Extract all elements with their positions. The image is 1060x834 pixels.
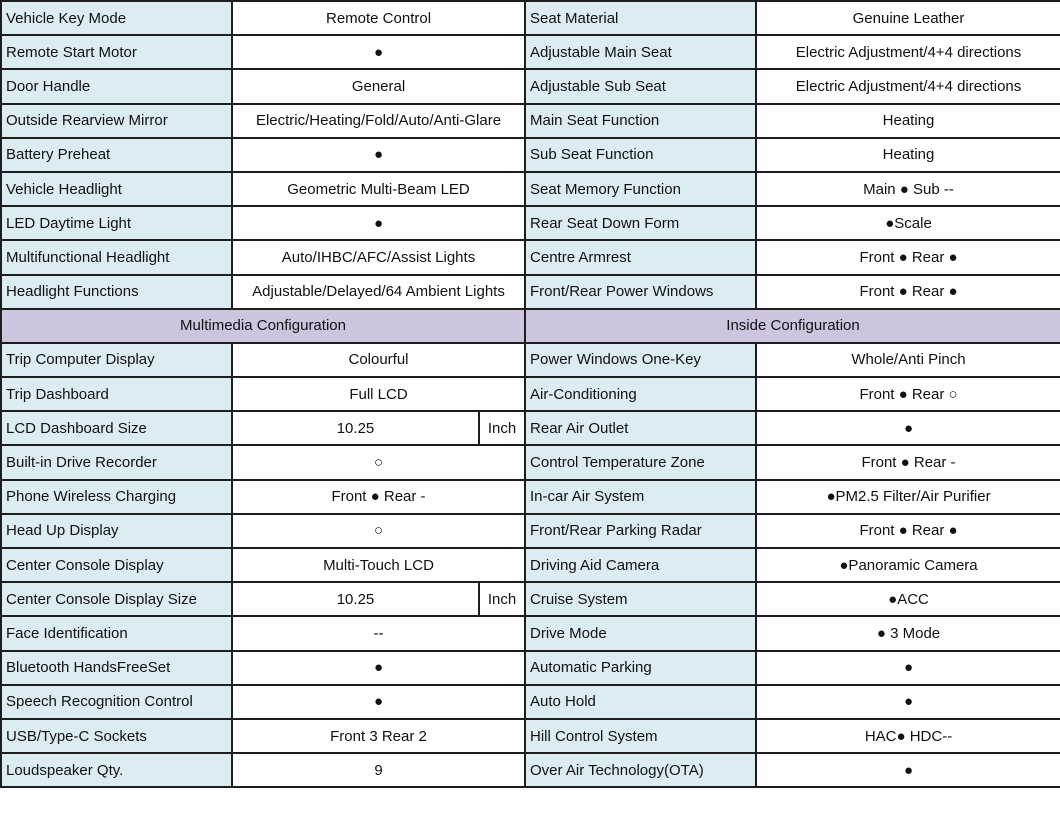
- table-row: [1, 445, 1060, 479]
- spec-value: General: [232, 69, 525, 103]
- spec-label: Front/Rear Parking Radar: [525, 514, 756, 548]
- spec-label: Power Windows One-Key: [525, 343, 756, 377]
- spec-value: Auto/IHBC/AFC/Assist Lights: [232, 240, 525, 274]
- spec-value: Front ● Rear ●: [756, 275, 1060, 309]
- spec-value: Front ● Rear ●: [756, 514, 1060, 548]
- spec-label: Front/Rear Power Windows: [525, 275, 756, 309]
- table-row: [1, 69, 1060, 103]
- spec-label: Vehicle Key Mode: [1, 1, 232, 35]
- spec-value: HAC● HDC--: [756, 719, 1060, 753]
- spec-label: Battery Preheat: [1, 138, 232, 172]
- section-header-multimedia: Multimedia Configuration: [1, 309, 525, 343]
- spec-label: Seat Memory Function: [525, 172, 756, 206]
- spec-label: Head Up Display: [1, 514, 232, 548]
- spec-label: Trip Dashboard: [1, 377, 232, 411]
- table-row: [1, 548, 1060, 582]
- table-row: [1, 1, 1060, 35]
- table-row: [1, 377, 1060, 411]
- spec-value: Genuine Leather: [756, 1, 1060, 35]
- spec-value: ●: [232, 35, 525, 69]
- spec-label: Adjustable Sub Seat: [525, 69, 756, 103]
- spec-value: Adjustable/Delayed/64 Ambient Lights: [232, 275, 525, 309]
- table-row: [1, 138, 1060, 172]
- table-row: [1, 104, 1060, 138]
- spec-value: Electric Adjustment/4+4 directions: [756, 69, 1060, 103]
- spec-value: Geometric Multi-Beam LED: [232, 172, 525, 206]
- spec-value: ● 3 Mode: [756, 616, 1060, 650]
- spec-label: Cruise System: [525, 582, 756, 616]
- spec-unit: Inch: [479, 582, 525, 616]
- spec-value: Full LCD: [232, 377, 525, 411]
- spec-label: Outside Rearview Mirror: [1, 104, 232, 138]
- table-row: [1, 616, 1060, 650]
- spec-value: ●: [756, 651, 1060, 685]
- spec-label: Trip Computer Display: [1, 343, 232, 377]
- table-row: [1, 206, 1060, 240]
- spec-value: ●: [232, 206, 525, 240]
- spec-label: Loudspeaker Qty.: [1, 753, 232, 787]
- spec-value: Front ● Rear -: [756, 445, 1060, 479]
- spec-label: Bluetooth HandsFreeSet: [1, 651, 232, 685]
- spec-label: Center Console Display Size: [1, 582, 232, 616]
- spec-value: ●Panoramic Camera: [756, 548, 1060, 582]
- spec-label: Main Seat Function: [525, 104, 756, 138]
- spec-label: Sub Seat Function: [525, 138, 756, 172]
- spec-value: 9: [232, 753, 525, 787]
- section-header-inside: Inside Configuration: [525, 309, 1060, 343]
- spec-value: ●: [756, 685, 1060, 719]
- spec-value: Front ● Rear ○: [756, 377, 1060, 411]
- spec-value: ●ACC: [756, 582, 1060, 616]
- spec-value: ●: [232, 651, 525, 685]
- spec-value: 10.25: [232, 582, 479, 616]
- spec-value: ○: [232, 445, 525, 479]
- spec-label: Automatic Parking: [525, 651, 756, 685]
- spec-value: Heating: [756, 104, 1060, 138]
- table-row: [1, 753, 1060, 787]
- spec-label: Over Air Technology(OTA): [525, 753, 756, 787]
- spec-label: Rear Seat Down Form: [525, 206, 756, 240]
- spec-label: Seat Material: [525, 1, 756, 35]
- table-row: [1, 651, 1060, 685]
- spec-value: Colourful: [232, 343, 525, 377]
- table-row: [1, 172, 1060, 206]
- table-row: [1, 514, 1060, 548]
- table-row: [1, 480, 1060, 514]
- table-row: [1, 35, 1060, 69]
- spec-label: Auto Hold: [525, 685, 756, 719]
- spec-label: Remote Start Motor: [1, 35, 232, 69]
- spec-value: ●: [756, 411, 1060, 445]
- spec-label: Driving Aid Camera: [525, 548, 756, 582]
- table-row: [1, 411, 1060, 445]
- spec-value: Whole/Anti Pinch: [756, 343, 1060, 377]
- spec-label: Door Handle: [1, 69, 232, 103]
- spec-value: ●Scale: [756, 206, 1060, 240]
- table-row: [1, 240, 1060, 274]
- spec-value: ●: [232, 685, 525, 719]
- spec-label: Built-in Drive Recorder: [1, 445, 232, 479]
- spec-value: Front 3 Rear 2: [232, 719, 525, 753]
- spec-label: Multifunctional Headlight: [1, 240, 232, 274]
- spec-label: Face Identification: [1, 616, 232, 650]
- spec-label: Center Console Display: [1, 548, 232, 582]
- spec-value: Heating: [756, 138, 1060, 172]
- spec-label: Drive Mode: [525, 616, 756, 650]
- table-row: [1, 343, 1060, 377]
- spec-value: ●PM2.5 Filter/Air Purifier: [756, 480, 1060, 514]
- spec-value: ●: [232, 138, 525, 172]
- table-row: [1, 275, 1060, 309]
- table-row: [1, 582, 1060, 616]
- spec-label: Phone Wireless Charging: [1, 480, 232, 514]
- spec-label: Vehicle Headlight: [1, 172, 232, 206]
- spec-label: Centre Armrest: [525, 240, 756, 274]
- spec-value: Remote Control: [232, 1, 525, 35]
- spec-label: Air-Conditioning: [525, 377, 756, 411]
- spec-table-body: [1, 1, 1060, 787]
- spec-value: 10.25: [232, 411, 479, 445]
- spec-label: USB/Type-C Sockets: [1, 719, 232, 753]
- table-row: [1, 685, 1060, 719]
- spec-value: Front ● Rear -: [232, 480, 525, 514]
- spec-value: ●: [756, 753, 1060, 787]
- spec-value: Electric Adjustment/4+4 directions: [756, 35, 1060, 69]
- spec-label: Headlight Functions: [1, 275, 232, 309]
- spec-unit: Inch: [479, 411, 525, 445]
- spec-label: LCD Dashboard Size: [1, 411, 232, 445]
- spec-label: Hill Control System: [525, 719, 756, 753]
- spec-value: Front ● Rear ●: [756, 240, 1060, 274]
- spec-label: Adjustable Main Seat: [525, 35, 756, 69]
- spec-value: Electric/Heating/Fold/Auto/Anti-Glare: [232, 104, 525, 138]
- spec-value: --: [232, 616, 525, 650]
- spec-label: Control Temperature Zone: [525, 445, 756, 479]
- spec-label: In-car Air System: [525, 480, 756, 514]
- spec-label: Speech Recognition Control: [1, 685, 232, 719]
- spec-label: LED Daytime Light: [1, 206, 232, 240]
- spec-value: ○: [232, 514, 525, 548]
- section-header-row: [1, 309, 1060, 343]
- spec-label: Rear Air Outlet: [525, 411, 756, 445]
- spec-value: Main ● Sub --: [756, 172, 1060, 206]
- spec-value: Multi-Touch LCD: [232, 548, 525, 582]
- table-row: [1, 719, 1060, 753]
